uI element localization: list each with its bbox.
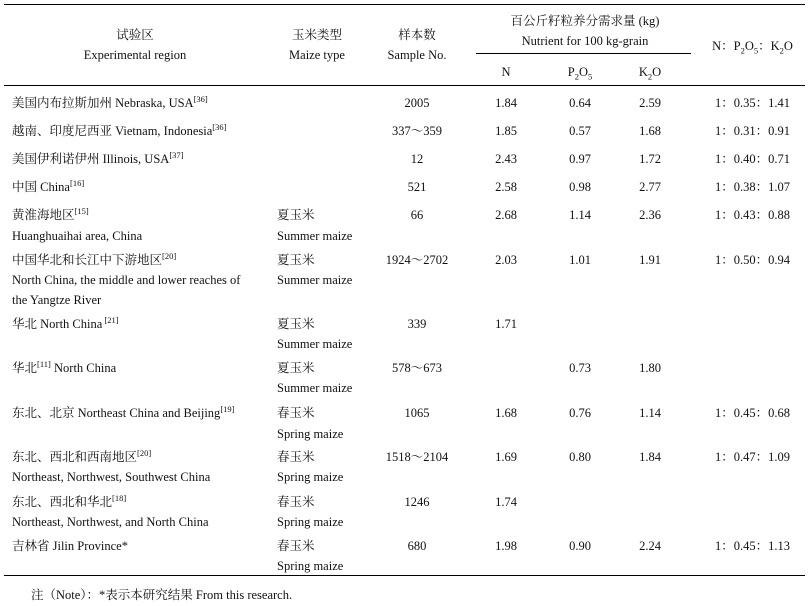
- row-n: 1.98: [495, 539, 517, 553]
- header-col-k2o: $K_2O$: [638, 65, 662, 82]
- row-type-en: Summer maize: [277, 273, 353, 287]
- row-k: 2.36: [639, 208, 661, 222]
- row-region: 东北、西北和西南地区[20]: [12, 447, 152, 464]
- row-n: 2.58: [495, 180, 517, 194]
- row-region: 华北 North China [21]: [12, 314, 119, 331]
- row-sample: 2005: [404, 96, 430, 110]
- row-region: 中国 China[16]: [12, 177, 85, 194]
- row-ratio: 1：0.31：0.91: [714, 124, 790, 138]
- row-n: 1.84: [495, 96, 517, 110]
- row-region: 东北、西北和华北[18]: [12, 492, 127, 509]
- row-ratio: 1：0.47：1.09: [714, 450, 790, 464]
- row-region: 华北[11] North China: [12, 358, 117, 375]
- row-p: 0.76: [569, 406, 591, 420]
- row-n: 1.69: [495, 450, 517, 464]
- row-sample: 337～359: [391, 124, 442, 138]
- row-type-zh: 春玉米: [277, 495, 315, 509]
- row-type-zh: 夏玉米: [277, 361, 315, 375]
- nutrient-subheader-rule: [476, 53, 691, 54]
- header-nutrient-en: Nutrient for 100 kg-grain: [521, 34, 649, 48]
- row-ratio: 1：0.35：1.41: [714, 96, 790, 110]
- header-rule: [4, 85, 805, 86]
- row-sample: 680: [407, 539, 427, 553]
- row-p: 0.90: [569, 539, 591, 553]
- row-p: 1.01: [569, 253, 591, 267]
- row-sample: 521: [407, 180, 427, 194]
- table-note: 注（Note）：*表示本研究结果 From this research.: [31, 588, 293, 602]
- row-n: 1.74: [495, 495, 517, 509]
- row-n: 2.43: [495, 152, 517, 166]
- row-n: 1.71: [495, 317, 517, 331]
- row-p: 0.57: [569, 124, 591, 138]
- row-k: 1.80: [639, 361, 661, 375]
- row-p: 0.97: [569, 152, 591, 166]
- row-n: 2.03: [495, 253, 517, 267]
- top-rule: [4, 4, 805, 5]
- row-k: 1.72: [639, 152, 661, 166]
- row-sample: 1518～2104: [385, 450, 449, 464]
- row-ratio: 1：0.38：1.07: [714, 180, 790, 194]
- row-type-en: Spring maize: [277, 427, 344, 441]
- row-ratio: 1：0.45：1.13: [714, 539, 790, 553]
- bottom-rule: [4, 575, 805, 576]
- row-k: 2.24: [639, 539, 661, 553]
- row-type-en: Summer maize: [277, 229, 353, 243]
- row-k: 1.14: [639, 406, 661, 420]
- row-n: 1.68: [495, 406, 517, 420]
- row-region-line2: North China, the middle and lower reaches of: [12, 273, 241, 287]
- row-k: 1.84: [639, 450, 661, 464]
- row-region: 美国内布拉斯加州 Nebraska, USA[36]: [12, 93, 208, 110]
- header-region-zh: 试验区: [116, 28, 154, 42]
- row-type-en: Spring maize: [277, 515, 344, 529]
- row-type-en: Spring maize: [277, 470, 344, 484]
- row-n: 2.68: [495, 208, 517, 222]
- header-col-p2o5: $P_2O_5$: [567, 65, 593, 82]
- row-region: 东北、北京 Northeast China and Beijing[19]: [12, 403, 235, 420]
- row-type-en: Summer maize: [277, 381, 353, 395]
- header-region-en: Experimental region: [83, 48, 187, 62]
- row-region: 吉林省 Jilin Province*: [12, 539, 128, 553]
- row-type-zh: 春玉米: [277, 406, 315, 420]
- row-type-zh: 夏玉米: [277, 208, 315, 222]
- header-sample-en: Sample No.: [387, 48, 447, 62]
- header-sample-zh: 样本数: [398, 28, 436, 42]
- row-ratio: 1：0.45：0.68: [714, 406, 790, 420]
- row-k: 1.68: [639, 124, 661, 138]
- row-type-zh: 春玉米: [277, 450, 315, 464]
- row-sample: 1065: [404, 406, 430, 420]
- row-p: 0.73: [569, 361, 591, 375]
- row-type-en: Spring maize: [277, 559, 344, 573]
- row-region-line3: the Yangtze River: [12, 293, 102, 307]
- row-sample: 12: [410, 152, 424, 166]
- header-type-zh: 玉米类型: [291, 28, 342, 42]
- row-ratio: 1：0.43：0.88: [714, 208, 790, 222]
- row-region: 黄淮海地区[15]: [12, 205, 89, 222]
- header-nutrient-zh: 百公斤籽粒养分需求量 (kg): [510, 14, 660, 28]
- header-col-n: N: [501, 65, 511, 79]
- row-region-line2: Northeast, Northwest, and North China: [12, 515, 209, 529]
- row-sample: 578～673: [391, 361, 442, 375]
- header-type-en: Maize type: [289, 48, 345, 62]
- row-type-zh: 夏玉米: [277, 317, 315, 331]
- row-type-zh: 夏玉米: [277, 253, 315, 267]
- row-type-zh: 春玉米: [277, 539, 315, 553]
- row-region: 中国华北和长江中下游地区[20]: [12, 250, 177, 267]
- row-region-line2: Huanghuaihai area, China: [12, 229, 143, 243]
- row-sample: 1246: [404, 495, 430, 509]
- row-ratio: 1：0.50：0.94: [714, 253, 790, 267]
- row-region: 越南、印度尼西亚 Vietnam, Indonesia[36]: [12, 121, 227, 138]
- row-type-en: Summer maize: [277, 337, 353, 351]
- row-sample: 66: [410, 208, 424, 222]
- row-n: 1.85: [495, 124, 517, 138]
- row-region: 美国伊利诺伊州 Illinois, USA[37]: [12, 149, 184, 166]
- row-k: 1.91: [639, 253, 661, 267]
- row-region-line2: Northeast, Northwest, Southwest China: [12, 470, 211, 484]
- row-k: 2.77: [639, 180, 661, 194]
- row-p: 0.98: [569, 180, 591, 194]
- header-ratio: N：$P_2O_5$：$K_2O$: [712, 39, 793, 56]
- row-p: 0.80: [569, 450, 591, 464]
- row-p: 1.14: [569, 208, 591, 222]
- row-sample: 1924～2702: [385, 253, 449, 267]
- row-p: 0.64: [569, 96, 591, 110]
- row-ratio: 1：0.40：0.71: [714, 152, 790, 166]
- row-sample: 339: [407, 317, 427, 331]
- row-k: 2.59: [639, 96, 661, 110]
